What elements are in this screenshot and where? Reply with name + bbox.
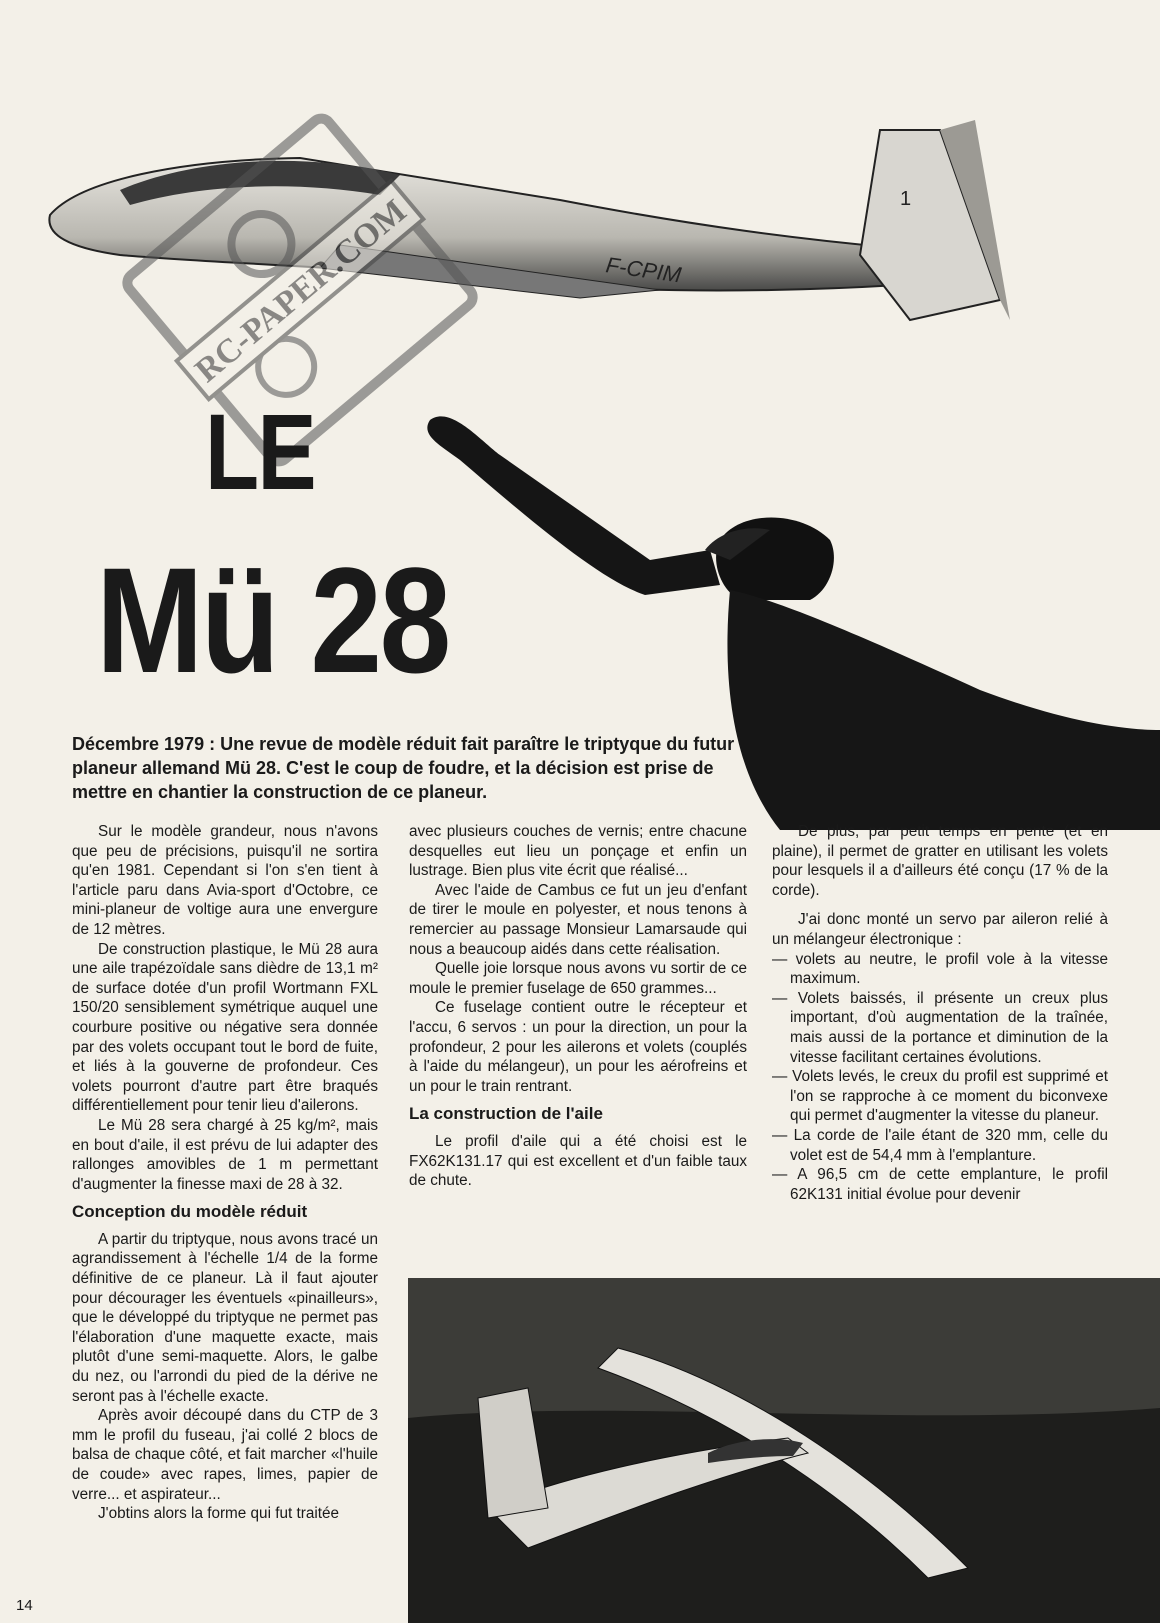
col3-paragraph-1: De plus, par petit temps en pente (et en plaine), il permet de gratter en utilisant les volets pour lesquels il a d'ailleurs été conçu (17 % de la corde). [772,823,1108,899]
page-number: 14 [16,1597,33,1614]
col1-paragraph-3: Le Mü 28 sera chargé à 25 kg/m², mais en bout d'aile, il est prévu de lui adapter des rallonges amovibles de 1 m permettant d'augmenter la finesse maxi de 28 à 32. [72,1116,378,1193]
list-item: — A 96,5 cm de cette emplanture, le profil 62K131 initial évolue pour devenir [772,1165,1108,1204]
col2-paragraph-2: Avec l'aide de Cambus ce fut un jeu d'enfant de tirer le moule en polyester, et nous tenons à remercier au passage Monsieur Lamarsaude qui nous a beaucoup aidés dans cette réalisation. [409,881,747,958]
col2-paragraph-3: Quelle joie lorsque nous avons vu sortir de ce moule le premier fuselage de 650 grammes... [409,960,747,997]
col1-paragraph-1: Sur le modèle grandeur, nous n'avons que peu de précisions, puisqu'il ne sortira qu'en 1981. Cependant si l'on s'en tient à l'article paru dans Avia-sport d'Octobre, ce mini-planeur de voltige aura une envergure de 12 mètres. [72,823,378,938]
title-le: LE [205,391,315,512]
section-heading-aile: La construction de l'aile [409,1104,603,1124]
list-item: — volets au neutre, le profil vole à la vitesse maximum. [772,950,1108,989]
col1-paragraph-2: De construction plastique, le Mü 28 aura une aile trapézoïdale sans dièdre de 13,1 m² de surface dotée d'un profil Wortmann FXL 150/20 sensiblement symétrique auquel une courbure positive ou négative sera donnée par des volets occupant tout le bord de fuite, et liés à la gouverne de profondeur. Ces volets pourront d'autre part être braqués différentiellement pour tenir lieu d'ailerons. [72,940,378,1115]
watermark-text: RC-PAPER.COM [188,192,414,390]
title-mu28: Mü 28 [96,536,449,704]
col1-paragraph-6: J'obtins alors la forme qui fut traitée [98,1505,339,1523]
registration-mark: F-CPIM [604,252,683,288]
col1-paragraph-5: Après avoir découpé dans du CTP de 3 mm le profil du fuseau, j'ai collé 2 blocs de balsa de chaque côté, et fait marcher «l'huile de coude» avec rapes, limes, papier de verre... et aspirateur... [72,1407,378,1503]
col1-paragraph-4: A partir du triptyque, nous avons tracé un agrandissement à l'échelle 1/4 de la forme définitive de ce planeur. Là il faut ajouter pour décourager les éventuels «pinailleurs», que le développé du triptyque ne permet pas l'élaboration d'une maquette exacte, mais plutôt d'une semi-maquette. Alors, le galbe du nez, ou l'arrondi du pied de la dérive ne seront pas à l'échelle exacte. [72,1230,378,1405]
list-item: — La corde de l'aile étant de 320 mm, celle du volet est de 54,4 mm à l'emplanture. [772,1126,1108,1165]
fin-number: 1 [900,188,912,210]
column-1 [72,822,378,1524]
column-2 [409,822,747,1191]
col2-paragraph-1: avec plusieurs couches de vernis; entre chacune desquelles eut lieu un ponçage et enfin un lustrage. Bien plus vite écrit que réalisé... [409,823,747,880]
section-heading-conception: Conception du modèle réduit [72,1202,308,1222]
glider-photo-bottom [408,1278,1160,1623]
intro-paragraph: Décembre 1979 : Une revue de modèle réduit fait paraître le triptyque du futur planeur allemand Mü 28. C'est le coup de foudre, et la décision est prise de mettre en chantier la construction de ce planeur. [72,734,735,802]
flap-settings-list [772,950,1108,1205]
col2-paragraph-5: Le profil d'aile qui a été choisi est le FX62K131.17 qui est excellent et d'un faible taux de chute. [409,1132,747,1190]
list-item: — Volets levés, le creux du profil est supprimé et l'on se rapproche à ce moment du biconvexe qui permet d'augmenter la vitesse du planeur. [772,1067,1108,1126]
list-item: — Volets baissés, il présente un creux plus important, d'où augmentation de la traînée, mais aussi de la portance et diminution de la vitesse facilitant certaines évolutions. [772,989,1108,1067]
col2-paragraph-4: Ce fuselage contient outre le récepteur et l'accu, 6 servos : un pour la direction, un pour la profondeur, 2 pour les ailerons et volets (couplés à l'aide du mélangeur), un pour les aérofreins et un pour le train rentrant. [409,999,747,1095]
column-3 [772,822,1108,1204]
col3-paragraph-2: J'ai donc monté un servo par aileron relié à un mélangeur électronique : [772,911,1108,948]
